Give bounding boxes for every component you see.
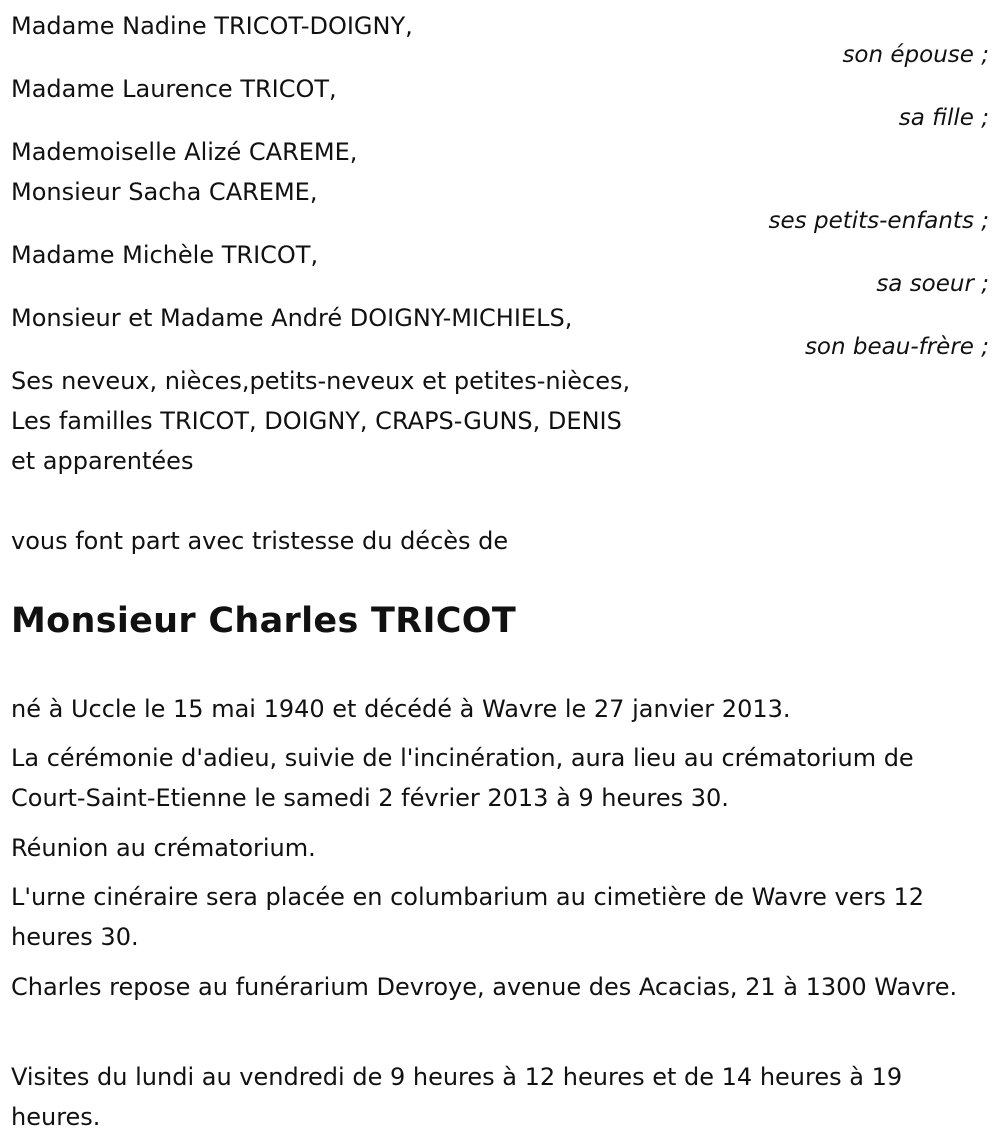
announcement-text: vous font part avec tristesse du décès de — [11, 527, 509, 555]
reunion-details: Réunion au crématorium. — [11, 834, 316, 862]
mourner-relation: son épouse ; — [842, 42, 989, 68]
funeral-home-details: Charles repose au funérarium Devroye, avenue des Acacias, 21 à 1300 Wavre. — [11, 973, 958, 1001]
mourner-name: Monsieur Sacha CAREME, — [11, 178, 318, 206]
mourner-group — [11, 69, 989, 130]
visiting-hours-details: Visites du lundi au vendredi de 9 heures à 12 heures et de 14 heures à 19 heures. — [11, 1063, 903, 1131]
mourner-relation: son beau-frère ; — [804, 334, 989, 360]
family-line: Ses neveux, nièces,petits-neveux et petites-nièces, — [11, 367, 631, 395]
deceased-name: Monsieur Charles TRICOT — [11, 601, 517, 641]
ceremony-details: La cérémonie d'adieu, suivie de l'incinération, aura lieu au crématorium de Court-Saint-Etienne le samedi 2 février 2013 à 9 heures 30. — [11, 744, 914, 812]
family-line: et apparentées — [11, 447, 194, 475]
family-line: Les familles TRICOT, DOIGNY, CRAPS-GUNS, DENIS — [11, 407, 622, 435]
mourner-relation: ses petits-enfants ; — [768, 208, 989, 234]
mourner-name: Mademoiselle Alizé CAREME, — [11, 138, 358, 166]
mourner-group — [11, 298, 989, 359]
mourner-name: Madame Laurence TRICOT, — [11, 75, 337, 103]
mourner-relation: sa soeur ; — [876, 271, 989, 297]
mourner-group — [11, 132, 989, 233]
families-list — [11, 361, 989, 481]
birth-death-details: né à Uccle le 15 mai 1940 et décédé à Wavre le 27 janvier 2013. — [11, 695, 791, 723]
mourner-group — [11, 235, 989, 296]
mourner-name: Madame Michèle TRICOT, — [11, 241, 319, 269]
mourner-relation: sa fille ; — [898, 105, 989, 131]
mourner-name: Monsieur et Madame André DOIGNY-MICHIELS, — [11, 304, 573, 332]
urn-details: L'urne cinéraire sera placée en columbarium au cimetière de Wavre vers 12 heures 30. — [11, 883, 925, 951]
mourner-group — [11, 6, 989, 67]
mourner-name: Madame Nadine TRICOT-DOIGNY, — [11, 12, 413, 40]
